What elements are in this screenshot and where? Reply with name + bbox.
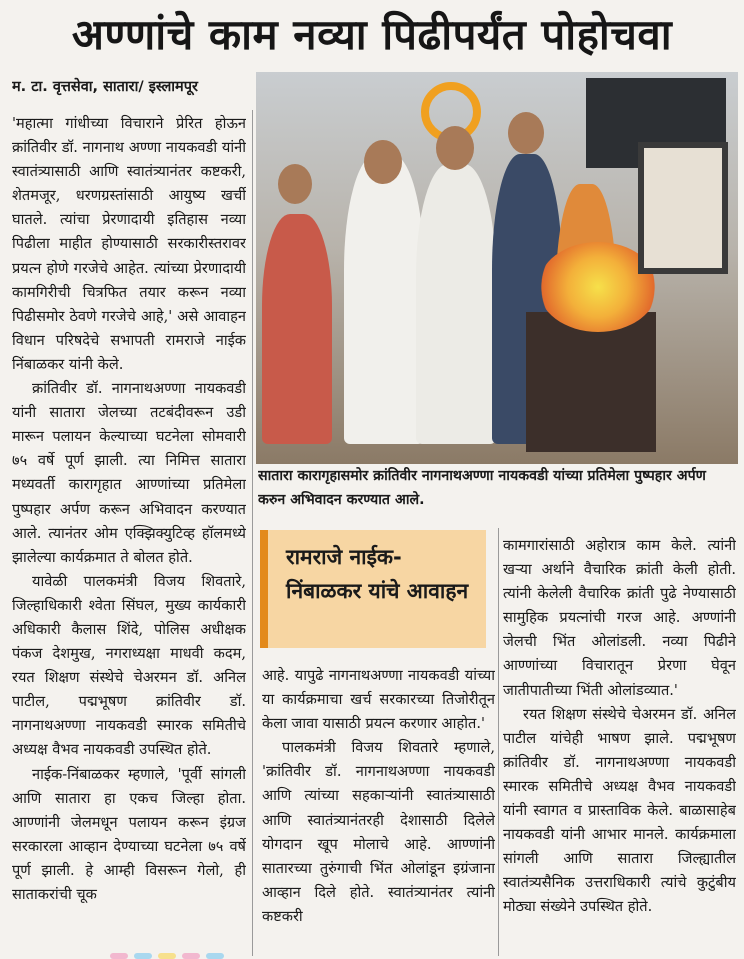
person-figure xyxy=(262,214,332,444)
person-head xyxy=(508,112,544,154)
paragraph: नाईक-निंबाळकर म्हणाले, 'पूर्वी सांगली आणि सातारा हा एकच जिल्हा होता. आण्णांनी जेलमधून पलायन करून इंग्रज सरकारला आव्हान देण्याच्या घटनेला ७५ वर्षे पूर्ण झाली. हे आम्ही विसरून गेलो, ही साताकरांची चूक xyxy=(12,765,246,903)
paragraph: पालकमंत्री विजय शिवतारे म्हणाले, 'क्रांतिवीर डॉ. नागनाथअण्णा नायकवडी आणि त्यांच्या सहकाऱ्यांनी स्वातंत्र्यासाठी आणि स्वातंत्र्यानंतरही देशासाठी दिलेले योगदान खूप मोलाचे आहे. आण्णांनी सातारच्या तुरुंगाची भिंत ओलांडून इग्रंजाना आव्हान दिले होते. स्वातंत्र्यानंतर त्यांनी कष्टकरी xyxy=(262,739,495,925)
paragraph: यावेळी पालकमंत्री विजय शिवतारे, जिल्हाधिकारी श्वेता सिंघल, मुख्य कार्यकारी अधिकारी कैलास शिंदे, पोलिस अधीक्षक पंकज देशमुख, नगराध्यक्षा माधवी कदम, रयत शिक्षण संस्थेचे चेअरमन डॉ. अनिल पाटील, पद्मभूषण क्रांतिवीर डॉ. नागनाथअण्णा नायकवडी स्मारक समितीचे अध्यक्ष वैभव नायकवडी उपस्थित होते. xyxy=(12,572,246,759)
person-head xyxy=(278,164,312,204)
paragraph: क्रांतिवीर डॉ. नागनाथअण्णा नायकवडी यांनी सातारा जेलच्या तटबंदीवरून उडी मारून पलायन केल्याच्या घटनेला सोमवारी ७५ वर्षे पूर्ण झाली. त्या निमित्त सातारा मध्यवर्ती कारागृहात आण्णांच्या प्रतिमेला पुष्पहार अर्पण करून अभिवादन करण्यात आले. त्यानंतर ओम एक्झिक्युटिव्ह हॉलमध्ये झालेल्या कार्यक्रमात ते बोलत होते. xyxy=(12,380,246,566)
headline: अण्णांचे काम नव्या पिढीपर्यंत पोहोचवा xyxy=(71,10,673,59)
pedestal xyxy=(526,312,656,452)
subheading-box xyxy=(260,530,486,648)
photo-caption: सातारा कारागृहासमोर क्रांतिवीर नागनाथअण्णा नायकवडी यांच्या प्रतिमेला पुष्पहार अर्पण करुन अभिवादन करण्यात आले. xyxy=(258,468,706,508)
news-photo xyxy=(256,72,738,464)
person-head xyxy=(364,140,402,184)
subheading: रामराजे नाईक-निंबाळकर यांचे आवाहन xyxy=(286,545,469,603)
article-column-1 xyxy=(12,112,246,954)
person-figure xyxy=(416,164,496,444)
paragraph: आहे. यापुढे नागनाथअण्णा नायकवडी यांच्या या कार्यक्रमाचा खर्च सरकारच्या तिजोरीतून केला जावा यासाठी प्रयत्न करणार आहोत.' xyxy=(262,667,495,733)
person-figure xyxy=(344,154,424,444)
column-divider xyxy=(252,110,253,956)
article-column-3 xyxy=(503,534,736,954)
person-head xyxy=(436,126,474,170)
byline: म. टा. वृत्तसेवा, सातारा/ इस्लामपूर xyxy=(12,79,198,95)
page-decoration-strip xyxy=(110,953,730,959)
portrait-frame xyxy=(638,142,728,274)
column-divider xyxy=(498,528,499,956)
paragraph: रयत शिक्षण संस्थेचे चेअरमन डॉ. अनिल पाटील यांचेही भाषण झाले. पद्मभूषण क्रांतिवीर डॉ. नागनाथअण्णा नायकवडी स्मारक समितीचे अध्यक्ष वैभव नायकवडी यांनी स्वागत व प्रास्ताविक केले. बाळासाहेब नायकवडी यांनी आभार मानले. कार्यक्रमाला सांगली आणि सातारा जिल्ह्यातील स्वातंत्र्यसैनिक उत्तराधिकारी त्यांचे कुटुंबीय मोठ्या संख्येने उपस्थित होते. xyxy=(503,705,736,916)
paragraph: कामगारांसाठी अहोरात्र काम केले. त्यांनी खऱ्या अर्थाने वैचारिक क्रांती केली होती. त्यांनी केलेली वैचारिक क्रांती पुढे नेण्यासाठी सामुहिक प्रयत्नांची गरज आहे. अण्णांनी जेलची भिंत ओलांडली. नव्या पिढीने आण्णांच्या विचारातून प्रेरणा घेवून जातीपातीच्या भिंती ओलांडव्यात.' xyxy=(503,537,736,699)
article-column-2 xyxy=(262,664,495,954)
paragraph: 'महात्मा गांधीच्या विचाराने प्रेरित होऊन क्रांतिवीर डॉ. नागनाथ अण्णा नायकवडी यांनी स्वातंत्र्यासाठी आणि स्वातंत्र्यानंतर कष्टकरी, शेतमजूर, धरणग्रस्तांसाठी आयुष्य खर्ची घातले. त्यांचा प्रेरणादायी इतिहास नव्या पिढीला माहीत होण्यासाठी सरकारीस्तरावर प्रयत्न होणे गरजेचे आहेत. त्यांच्या प्रेरणादायी कामगिरीची चित्रफित तयार करून नव्या पिढीसमोर ठेवणे गरजेचे आहे,' असे आवाहन विधान परिषदेचे सभापती रामराजे नाईक निंबाळकर यांनी केले. xyxy=(12,115,246,373)
